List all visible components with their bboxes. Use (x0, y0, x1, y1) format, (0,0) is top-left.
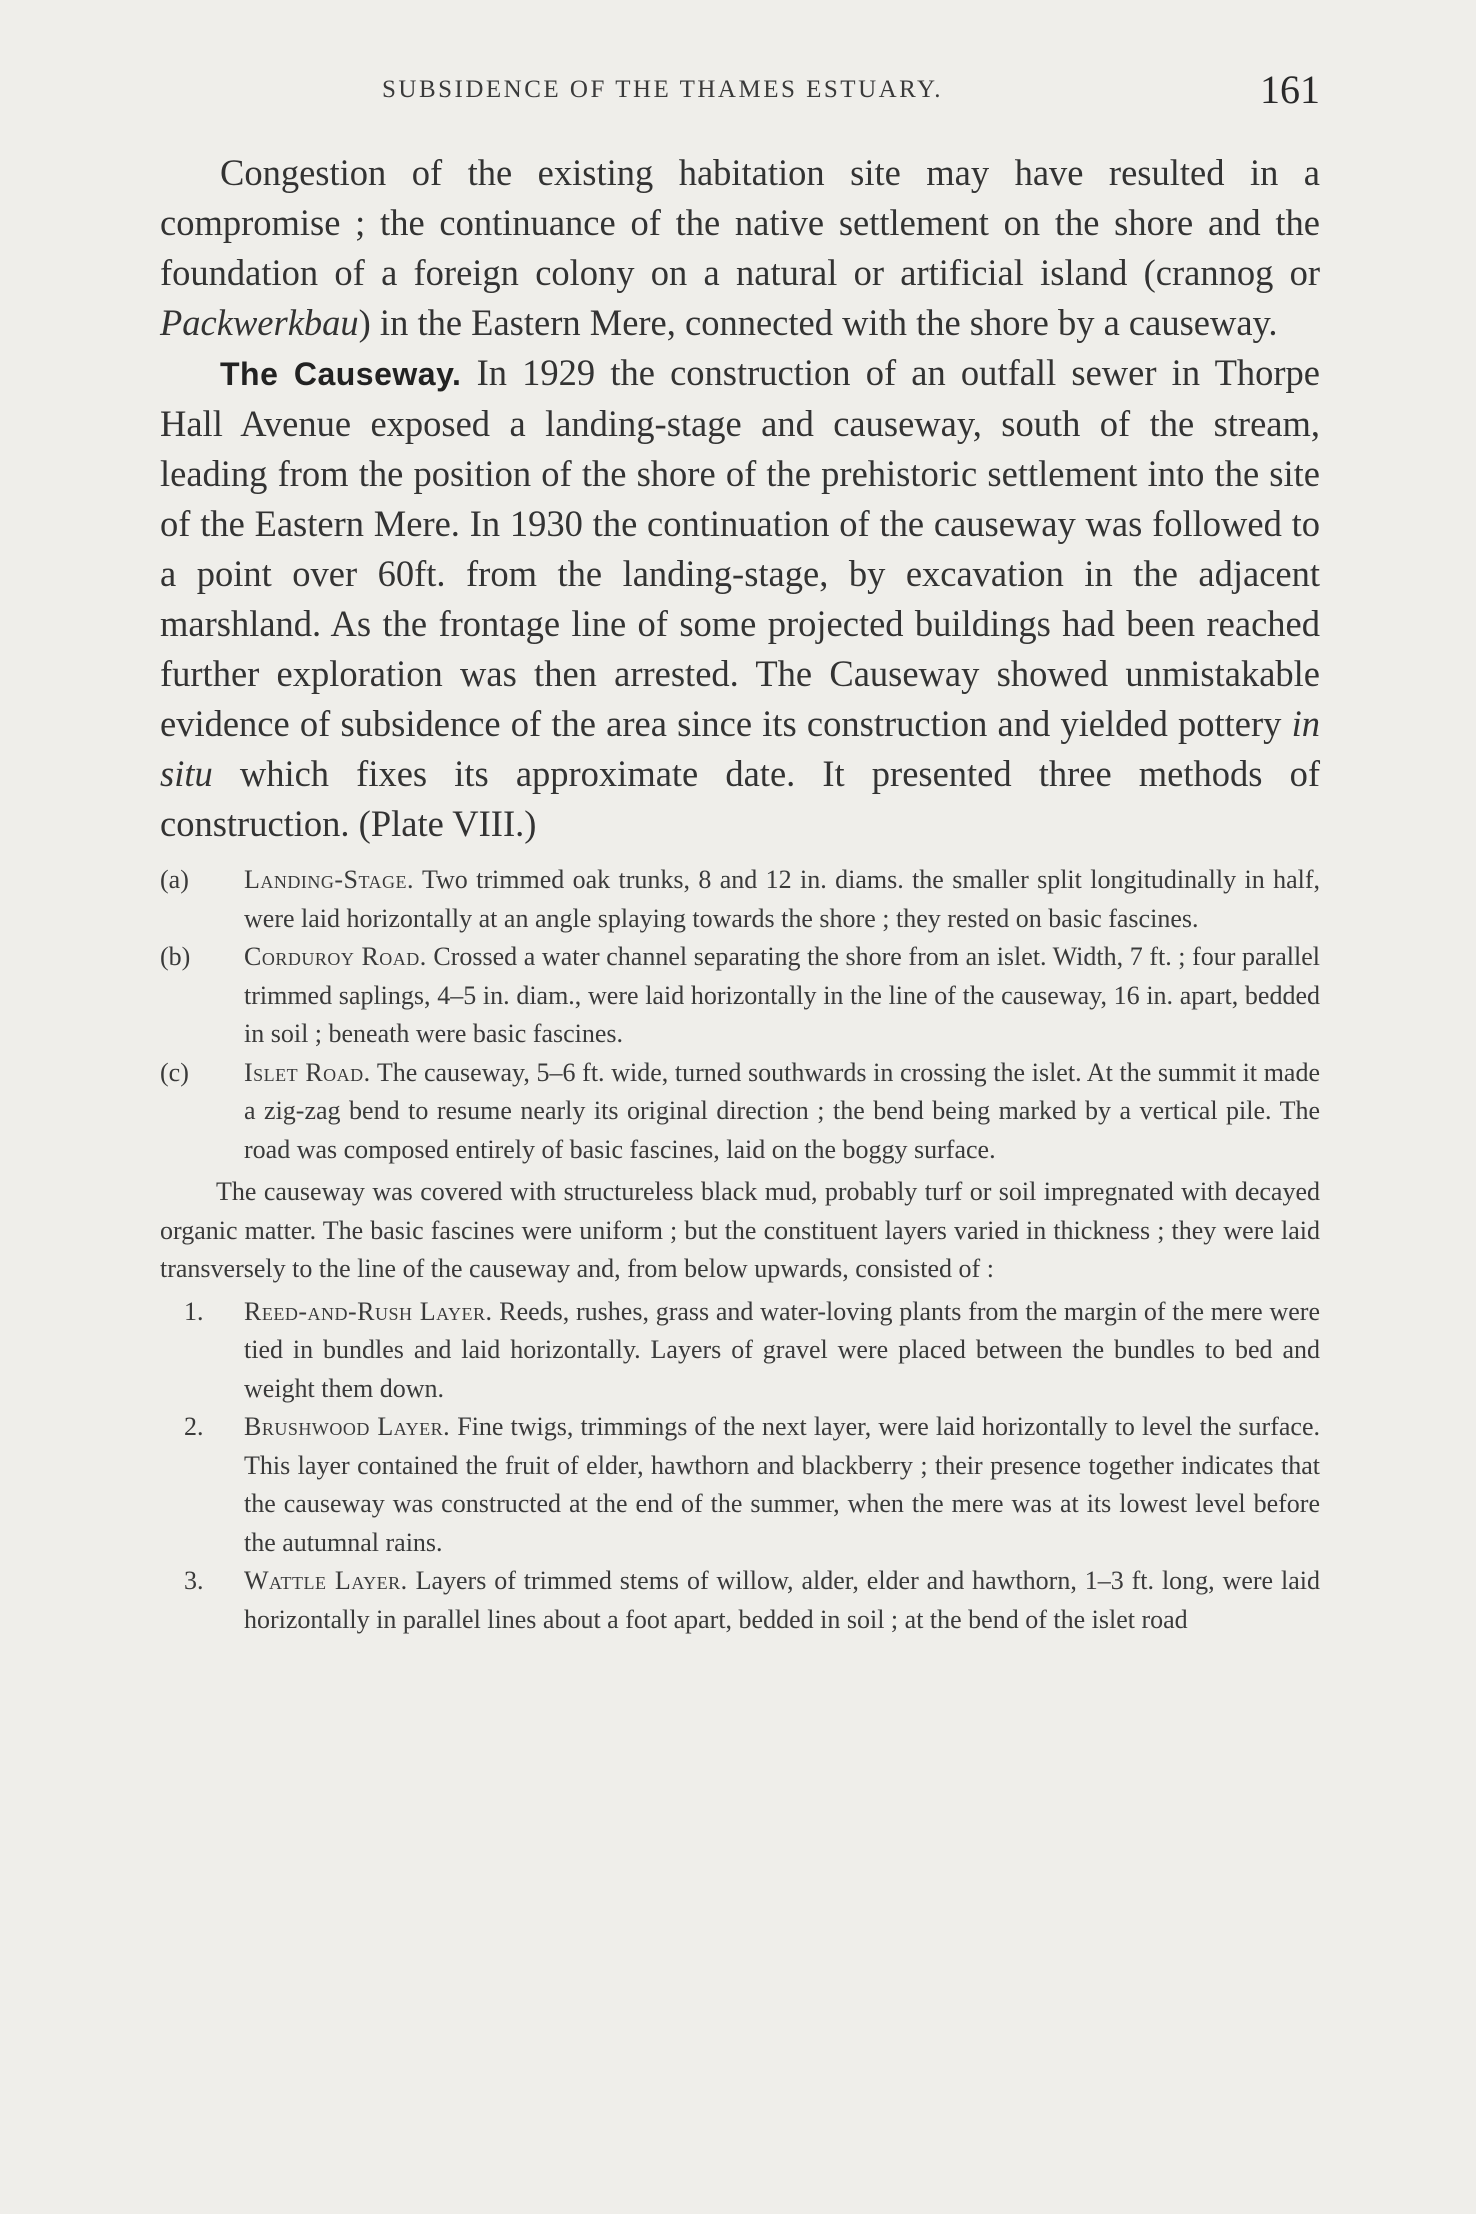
list-item (160, 1562, 1320, 1639)
paragraph-fascines: The causeway was covered with structureless black mud, probably turf or soil impregnated with decayed organic matter. The basic fascines were uniform ; but the constituent layers varied in thickness ; they were laid transversely to the line of the causeway and, from below upwards, consisted of : (160, 1177, 1320, 1283)
construction-methods-list (160, 861, 1320, 1169)
running-header (160, 67, 1320, 112)
paragraph-causeway-text-b: which fixes its approximate date. It presented three methods of construction. (Plate VIII.) (160, 753, 1320, 844)
list-item-title: Landing-Stage. (244, 865, 415, 894)
list-marker: (a) (160, 865, 189, 894)
list-item (160, 1293, 1320, 1409)
running-title: SUBSIDENCE OF THE THAMES ESTUARY. (382, 76, 944, 103)
list-item-title: Reed-and-Rush Layer. (244, 1296, 493, 1326)
list-item-title: Islet Road. (244, 1057, 371, 1087)
list-item (160, 861, 1320, 938)
list-item-text: Reeds, rushes, grass and water-loving plants from the margin of the mere were tied in bundles and laid horizontally. Layers of gravel were placed between the bundles to bed and weight them down. (244, 1296, 1320, 1403)
list-item-title: Wattle Layer. (244, 1566, 408, 1595)
list-item (160, 1408, 1320, 1562)
list-marker: 2. (184, 1412, 204, 1441)
paragraph-causeway-italic: in situ (160, 703, 1320, 794)
list-item-text: Layers of trimmed stems of willow, alder, elder and hawthorn, 1–3 ft. long, were laid horizontally in parallel lines about a foot apart, bedded in soil ; at the bend of the islet road (244, 1566, 1320, 1634)
list-item-text: Crossed a water channel separating the shore from an islet. Width, 7 ft. ; four parallel trimmed saplings, 4–5 in. diam., were laid horizontally in the line of the causeway, 16 in. apart, bedded in soil ; beneath were basic fascines. (244, 942, 1320, 1048)
paragraph-causeway (160, 348, 1320, 849)
layers-list (160, 1293, 1320, 1640)
paragraph-intro-text-b: ) in the Eastern Mere, connected with the shore by a causeway. (358, 302, 1278, 343)
page-body (160, 148, 1320, 1639)
list-item-title: Brushwood Layer. (244, 1412, 451, 1441)
list-marker: (c) (160, 1057, 189, 1087)
list-item-text: Two trimmed oak trunks, 8 and 12 in. diams. the smaller split longitudinally in half, were laid horizontally at an angle splaying towards the shore ; they rested on basic fascines. (244, 865, 1320, 933)
list-marker: (b) (160, 942, 191, 971)
section-heading: The Causeway. (220, 356, 462, 392)
list-item (160, 1054, 1320, 1170)
list-item (160, 938, 1320, 1054)
list-item-text: Fine twigs, trimmings of the next layer, were laid horizontally to level the surface. This layer contained the fruit of elder, hawthorn and blackberry ; their presence together indicates that the causeway was constructed at the end of the summer, when the mere was at its lowest level before the autumnal rains. (244, 1412, 1320, 1557)
paragraph-causeway-text-a: In 1929 the construction of an outfall sewer in Thorpe Hall Avenue exposed a landing-stage and causeway, south of the stream, leading from the position of the shore of the prehistoric settlement into the site of the Eastern Mere. In 1930 the continuation of the causeway was followed to a point over 60ft. from the landing-stage, by excavation in the adjacent marshland. As the frontage line of some projected buildings had been reached further exploration was then arrested. The Causeway showed unmistakable evidence of subsidence of the area since its construction and yielded pottery (160, 352, 1320, 744)
list-item-text: The causeway, 5–6 ft. wide, turned southwards in crossing the islet. At the summit it made a zig-zag bend to resume nearly its original direction ; the bend being marked by a vertical pile. The road was composed entirely of basic fascines, laid on the boggy surface. (244, 1057, 1320, 1164)
paragraph-intro-text-a: Congestion of the existing habitation site may have resulted in a compromise ; the continuance of the native settlement on the shore and the foundation of a foreign colony on a natural or artificial island (crannog or (160, 152, 1320, 293)
list-marker: 3. (184, 1566, 204, 1595)
paragraph-intro-italic: Packwerkbau (160, 302, 359, 343)
list-item-title: Corduroy Road. (244, 942, 427, 971)
list-marker: 1. (184, 1296, 204, 1326)
paragraph-intro (160, 148, 1320, 348)
page-number: 161 (1260, 67, 1320, 112)
